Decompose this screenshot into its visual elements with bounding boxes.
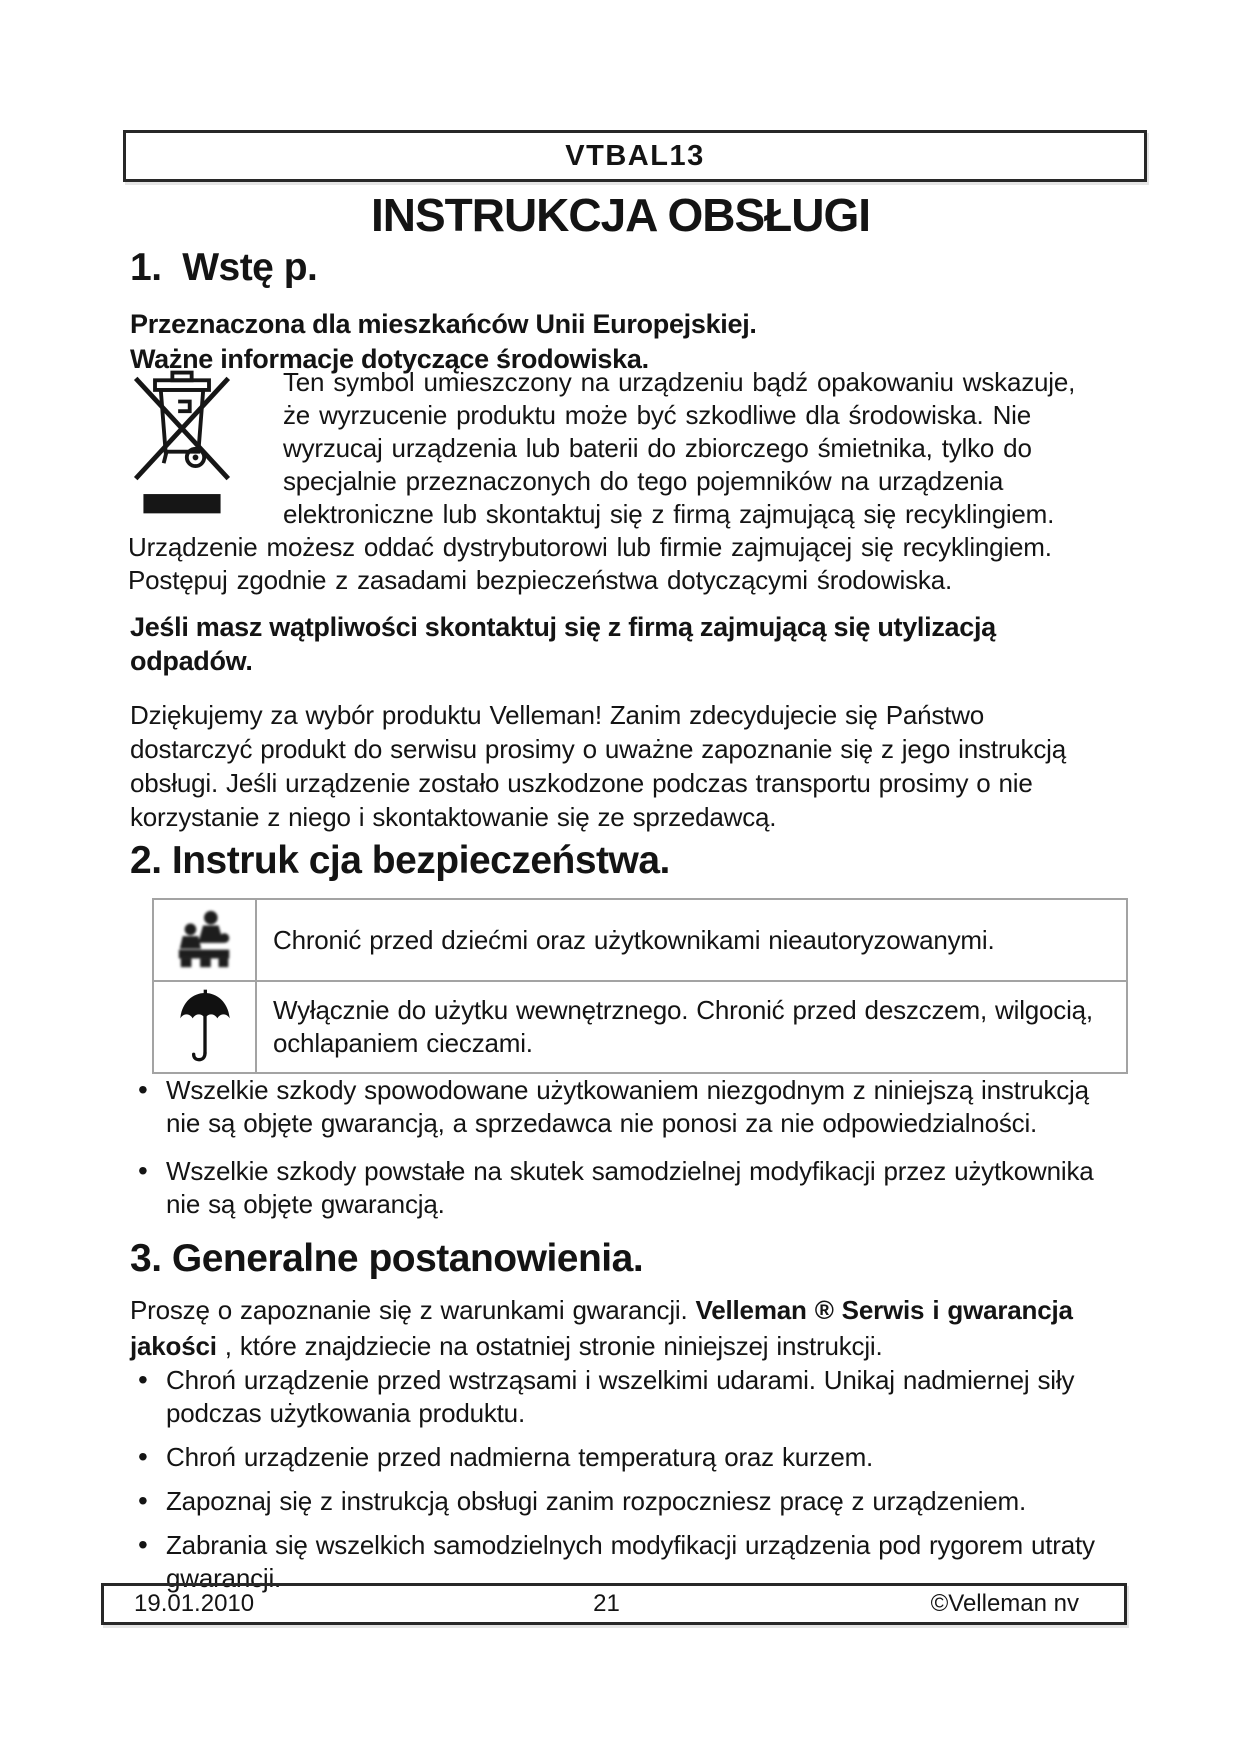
weee-black-bar [143,494,220,513]
environment-paragraph-block [128,366,1098,597]
intro-line-environment: Ważne informacje dotyczące środowiska. [130,344,649,374]
table-row [154,900,1126,980]
page-title: INSTRUKCJA OBSŁUGI [370,189,871,241]
intro-line-eu: Przeznaczona dla mieszkańców Unii Europejskiej. [130,309,757,339]
list-item: • Chroń urządzenie przed nadmierna temperaturą oraz kurzem. [134,1441,1134,1474]
warranty-text-prefix: Proszę o zapoznanie się z warunkami gwarancji. [130,1295,696,1325]
model-number: VTBAL13 [565,140,705,172]
environment-paragraph: Ten symbol umieszczony na urządzeniu bądź opakowaniu wskazuje, że wyrzucenie produktu może być szkodliwe dla środowiska. Nie wyrzucaj urządzenia lub baterii do zbiorczego śmietnika, tylko do specjalnie przeznaczonych do tego pojemników na urządzenia elektroniczne lub skontaktuj się z firmą zajmującą się recyklingiem. Urządzenie możesz oddać dystrybutorowi lub firmie zajmującej się recyklingiem. Postępuj zgodnie z zasadami bezpieczeństwa dotyczącymi środowiska. [128,367,1076,595]
list-item: • Wszelkie szkody spowodowane użytkowaniem niezgodnym z niniejszą instrukcją nie są objęte gwarancją, a sprzedawca nie ponosi za nie odpowiedzialności. [134,1074,1119,1140]
table-row [154,980,1126,1072]
list-item: • Zabrania się wszelkich samodzielnych modyfikacji urządzenia pod rygorem utraty gwarancji. [134,1529,1134,1595]
warranty-paragraph [130,1292,1120,1364]
footer-bar [101,1583,1127,1625]
list-item: • Wszelkie szkody powstałe na skutek samodzielnej modyfikacji przez użytkownika nie są objęte gwarancją. [134,1155,1119,1221]
section-2-bullet-list [134,1074,1119,1236]
table-icon-cell [154,982,257,1072]
footer-date: 19.01.2010 [134,1590,255,1617]
footer-copyright: ©Velleman nv [930,1590,1080,1617]
warranty-text-suffix: , które znajdziecie na ostatniej stronie niniejszej instrukcji. [216,1331,883,1361]
section-3-heading: 3. Generalne postanowienia. [130,1237,644,1280]
children-warning-icon [168,908,242,972]
list-item: • Chroń urządzenie przed wstrząsami i wszelkimi udarami. Unikaj nadmiernej siły podczas użytkowania produktu. [134,1364,1134,1430]
table-icon-cell [154,900,257,980]
umbrella-icon [175,989,235,1065]
section-1-heading: 1. Wstę p. [130,246,318,289]
weee-crossed-out-bin-icon [128,366,283,526]
model-number-box [123,130,1147,182]
warranty-bold-title: Velleman ® Serwis i gwarancja jakości [130,1295,1073,1361]
safety-rule-text: Wyłącznie do użytku wewnętrznego. Chronić przed deszczem, wilgocią, ochlapaniem cieczami. [273,995,1093,1058]
thanks-paragraph: Dziękujemy za wybór produktu Velleman! Zanim zdecydujecie się Państwo dostarczyć produkt do serwisu prosimy o uważne zapoznanie się z jego instrukcją obsługi. Jeśli urządzenie zostało uszkodzone podczas transportu prosimy o nie korzystanie z niego i skontaktowanie się ze sprzedawcą. [130,700,1066,832]
footer-page-number: 21 [593,1590,620,1617]
safety-rule-text: Chronić przed dziećmi oraz użytkownikami nieautoryzowanymi. [273,924,995,955]
section-2-heading: 2. Instruk cja bezpieczeństwa. [130,839,670,882]
list-item: • Zapoznaj się z instrukcją obsługi zanim rozpoczniesz pracę z urządzeniem. [134,1485,1134,1518]
section-3-bullet-list [134,1364,1134,1606]
disposal-warning: Jeśli masz wątpliwości skontaktuj się z firmą zajmującą się utylizacją odpadów. [130,612,996,676]
safety-table [152,898,1128,1074]
